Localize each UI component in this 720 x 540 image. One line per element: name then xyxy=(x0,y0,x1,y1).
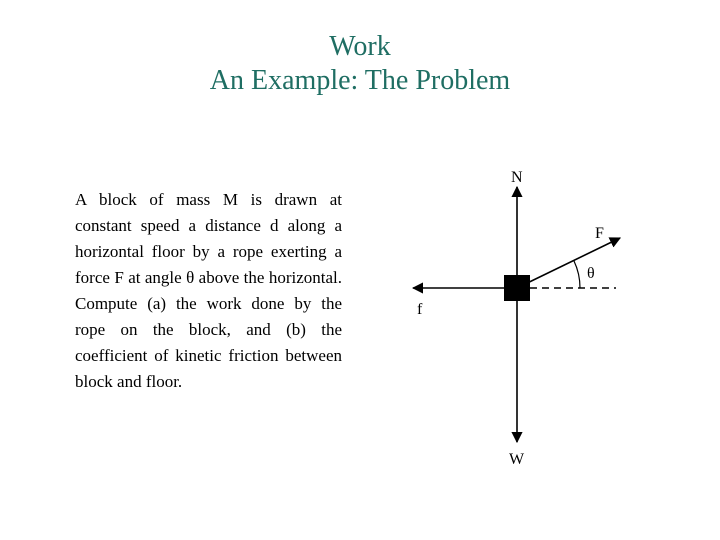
normal-force-label: N xyxy=(511,169,523,186)
angle-arc xyxy=(574,261,580,288)
applied-force-label: F xyxy=(595,225,604,242)
weight-label: W xyxy=(509,451,525,468)
applied-force-arrow xyxy=(517,238,620,288)
angle-label: θ xyxy=(587,265,595,282)
block xyxy=(504,275,530,301)
friction-label: f xyxy=(417,301,423,318)
title-line-2: An Example: The Problem xyxy=(209,65,511,96)
slide-title xyxy=(0,30,720,98)
problem-statement: A block of mass M is drawn at constant speed a distance d along a horizontal floor by a rope exerting a force F at angle θ above the horizontal. Compute (a) the work done by the rope on the block, and (b) the coefficient of kinetic friction between block and floor. xyxy=(75,190,342,391)
free-body-diagram xyxy=(380,160,640,480)
title-line-1: Work xyxy=(329,31,391,62)
